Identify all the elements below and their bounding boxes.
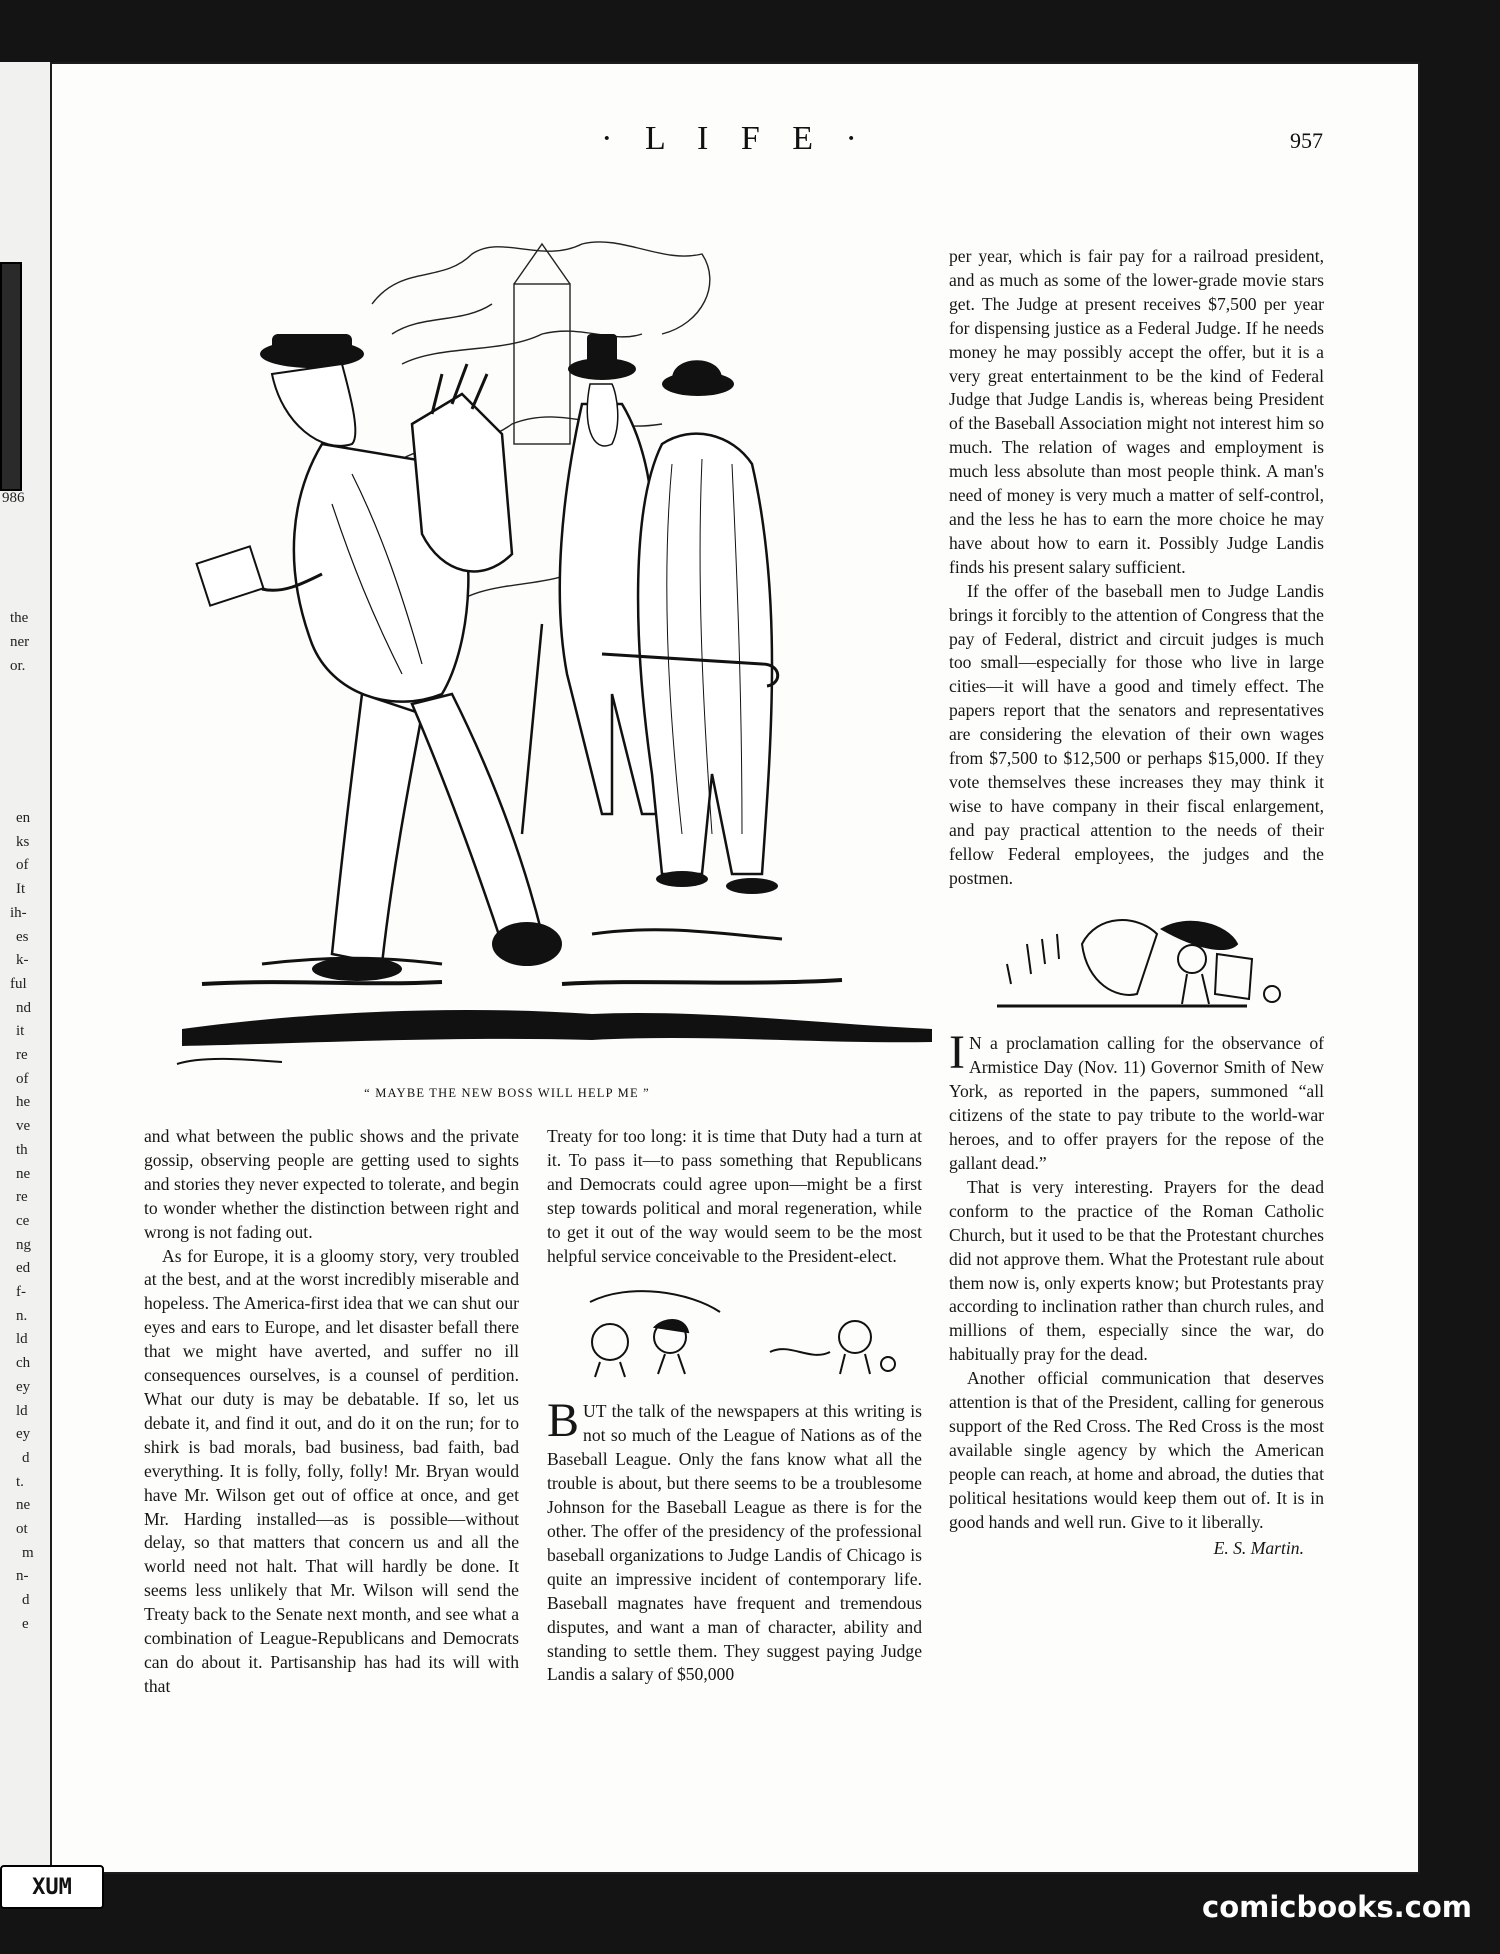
column-1 [144,1125,519,1699]
adjacent-page-fragment: en [16,810,31,826]
adjacent-page-fragment: ng [16,1236,31,1253]
postman-cartoon-illustration [142,174,965,1080]
magazine-page [52,64,1418,1872]
adjacent-page-fragment: ne [16,1165,31,1182]
column3-paragraph-2: If the offer of the baseball men to Judge Landis brings it forcibly to the attention of Congress that the pay of Federal, district and circuit judges is much too small—especially for those who live in large cities—it will have a good and timely effect. The papers report that the senators and representatives are considering the elevation of their own wages from $7,500 to $12,500 or perhaps $15,000. If they vote themselves these increases they may think it wise to have company in their fiscal enlargement, and pay practical attention to the needs of their fellow Federal employees, the judges and the postmen. [949,580,1324,888]
column3-paragraph-5: Another official communication that deserves attention is that of the President, calling for generous support of the Red Cross. The Red Cross is the most available single agency by which the American people can reach, at home and abroad, the duties that political hesitations would keep them out of. It is in good hands and well run. Give to it liberally. [949,1368,1324,1532]
adjacent-page-fragment: or. [10,658,26,674]
adjacent-page-fragment: e [22,1615,29,1632]
column-2 [547,1125,922,1687]
adjacent-page-fragment: ld [16,1402,28,1419]
adjacent-page-fragment: ne [16,1497,31,1514]
adjacent-page-fragment: ih- [10,904,27,921]
armistice-paragraph [949,1026,1324,1175]
adjacent-page-fragment: the [10,610,29,626]
adjacent-page-fragment: ey [16,1378,31,1395]
adjacent-page-fragment: ot [16,1521,28,1537]
adjacent-page-fragment: ner [10,634,30,650]
author-signature: E. S. Martin. [1213,1537,1304,1558]
adjacent-page-fragment: d [22,1592,30,1609]
adjacent-page-fragment: k- [16,952,29,969]
baseball-league-paragraph [547,1394,922,1687]
column3-paragraph-1: per year, which is fair pay for a railroad president, and as much as some of the lower-grade movie stars get. The Judge at present receives $7,500 per year for dispensing justice as a Federal Judge. If he needs money he may possibly accept the offer, but it is a very great entertainment to be the kind of Federal Judge that Judge Landis is, whereas being President of the Baseball Association might not interest him so much. The relation of wages and employment is much less absolute than most people think. A man's need of money is very much a matter of self-control, and the less he has to earn the more choice he may have about how to earn it. Possibly Judge Landis finds his present salary sufficient. [949,246,1324,577]
column1-paragraph-1: and what between the public shows and the private gossip, observing people are getting used to sights and stories they never expected to tolerate, and begin to wonder whether the distinction between right and wrong is not fading out. [144,1126,519,1242]
adjacent-page-fragment: ks [16,833,30,850]
adjacent-page-fragment: n. [16,1307,28,1324]
adjacent-page-fragment: ed [16,1260,31,1277]
armistice-text: N a proclamation calling for the observance of Armistice Day (Nov. 11) Governor Smith of New York, as reported in the papers, summoned “all citizens of the state to pay tribute to the world-war heroes, and to offer prayers for the repose of the gallant dead.” [949,1033,1324,1173]
adjacent-page-fragment: ce [16,1212,30,1229]
site-watermark: comicbooks.com [1202,1890,1472,1924]
dropcap-b: B [547,1394,580,1448]
adjacent-page-fragment: ful [10,975,27,992]
page-number: 957 [1290,128,1323,153]
adjacent-page-fragment: ch [16,1355,31,1372]
adjacent-page-fragment: ve [16,1118,31,1135]
adjacent-page-fragment: d [22,1449,30,1466]
adjacent-page-fragment: re [16,1189,28,1206]
adjacent-page-fragment: re [16,1047,28,1063]
adjacent-page-fragment: it [16,1023,25,1040]
column3-paragraph-4: That is very interesting. Prayers for the dead conform to the practice of the Roman Catholic Church, but it used to be that the Protestant churches did not approve them. What the Protestant rule about them now is, only experts know; but Protestants pray according to inclination rather than church rules, and millions of them, especially since the war, do habitually pray for the dead. [949,1176,1324,1365]
masthead: · L I F E · [601,120,869,157]
adjacent-page-fragment: nd [16,999,31,1016]
column-3 [949,245,1324,1560]
column2-continuation-paragraph: Treaty for too long: it is time that Duty had a turn at it. To pass it—to pass something that Republicans and Democrats could agree upon—might be a first step towards political and moral regeneration, while to get it out of the way would seem to be the most helpful service conceivable to the President-elect. [547,1126,922,1266]
baseball-league-text: UT the talk of the newspapers at this writing is not so much of the League of Nations as of the Baseball League. Only the fans know what all the trouble is about, but there seems to be a troublesome Johnson for the Baseball League as there is for the other. The offer of the presidency of the professional baseball organizations to Judge Landis of Chicago is quite an impressive incident of contemporary life. Baseball magnates have frequent and tremendous disputes, and want a man of character, ability and standing to settle them. They suggest paying Judge Landis a salary of $50,000 [547,1401,922,1685]
cartoon-caption: “ MAYBE THE NEW BOSS WILL HELP ME ” [364,1086,650,1100]
adjacent-page-fragment: n- [16,1568,29,1585]
dropcap-i: I [949,1026,965,1080]
adjacent-page-fragment: m [22,1544,34,1561]
adjacent-page-fragment: 986 [2,490,25,506]
column1-paragraph-2: As for Europe, it is a gloomy story, very troubled at the best, and at the worst incredibly miserable and hopeless. The America-first idea that we can shut our eyes and ears to Europe, and let disaster befall there that we might have averted, and suffer no ill consequences ourselves, is a counsel of perdition. What our duty is may be debatable. If so, let us debate it, and find it out, and do it on the run; for to shirk is bad morals, bad business, bad faith, bad everything. It is folly, folly, folly! Mr. Bryan would have Mr. Wilson get out of office at once, and get Mr. Harding installed—as is possible—without delay, so that matters that concern us and all the world need not halt. That will hardly be done. It seems less unlikely that Mr. Wilson will send the Treaty back to the Senate next month, and see what a combination of League-Republicans and Democrats can do about it. Partisanship has had its will with that [144,1245,519,1696]
bell-ringer-vignette-illustration [987,904,1287,1014]
baseball-vignette-illustration [570,1282,900,1382]
adjacent-page-edge [0,62,54,1874]
adjacent-page-fragment: ld [16,1331,28,1348]
adjacent-page-fragment: t. [16,1473,24,1490]
adjacent-page-fragment: he [16,1094,31,1111]
adjacent-page-fragment: It [16,881,26,898]
adjacent-page-fragment: f- [16,1284,26,1300]
adjacent-page-illustration-fragment [0,262,22,491]
publisher-badge: XUM [0,1865,104,1909]
adjacent-page-fragment: of [16,1070,29,1087]
adjacent-page-fragment: es [16,928,29,945]
adjacent-page-fragment: of [16,857,29,874]
adjacent-page-fragment: th [16,1141,28,1158]
adjacent-page-fragment: ey [16,1426,31,1443]
